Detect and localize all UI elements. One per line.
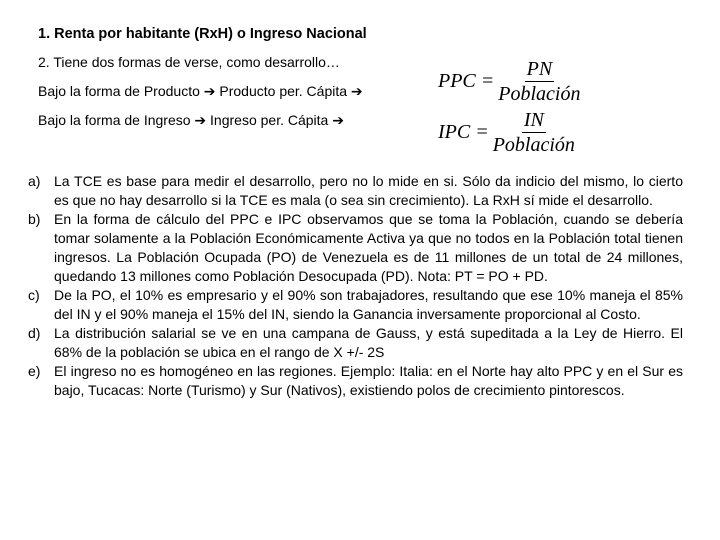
arrow-right-icon: ➔ [203, 84, 216, 100]
formula-ppc-lhs: PPC = [438, 70, 495, 92]
list-item-text: En la forma de cálculo del PPC e IPC observamos que se toma la Población, cuando se debería tomar solamente a la Población Económicamente Activa ya que no todos en la Población total tienen ingresos. La Población Ocupada (PO) de Venezuela es de 11 millones de un total de 24 millones, quedando 13 millones como Población Desocupada (PD). Nota: PT = PO + PD. [54, 211, 683, 284]
list-item [28, 172, 683, 210]
list-item [28, 324, 683, 362]
list-marker: c) [28, 287, 40, 303]
ingreso-label: Bajo la forma de Ingreso [38, 112, 195, 128]
list-marker: e) [28, 363, 41, 379]
formula-ppc-numerator: PN [526, 58, 553, 80]
list-item [28, 286, 683, 324]
formula-ppc [438, 58, 581, 105]
list-item-text: La TCE es base para medir el desarrollo, pero no lo mide en si. Sólo da indicio del mismo, lo cierto es que no hay desarrollo si la TCE es mala (o sea sin crecimiento). La RxH sí mide el desarrollo. [54, 173, 683, 208]
arrow-right-icon: ➔ [350, 84, 363, 100]
producto-per-capita: Producto per. Cápita [215, 83, 351, 99]
list-marker: d) [28, 325, 41, 341]
list-marker: b) [28, 211, 41, 227]
formula-ipc-fraction [493, 109, 575, 156]
heading-formas: 2. Tiene dos formas de verse, como desarrollo… [38, 54, 340, 70]
list-item [28, 210, 683, 286]
formula-ipc-numerator: IN [523, 109, 544, 131]
line-ingreso [38, 112, 344, 129]
arrow-right-icon: ➔ [332, 113, 344, 129]
arrow-right-icon: ➔ [194, 113, 207, 129]
list-item-text: De la PO, el 10% es empresario y el 90% son trabajadores, resultando que ese 10% maneja el 85% del IN y el 90% maneja el 15% del IN, siendo la Ganancia inversamente proporcional al Costo. [54, 287, 683, 322]
formula-ppc-fraction [498, 58, 580, 105]
heading-renta: 1. Renta por habitante (RxH) o Ingreso Nacional [38, 26, 367, 42]
list-item-text: El ingreso no es homogéneo en las regiones. Ejemplo: Italia: en el Norte hay alto PPC y en el Sur es bajo, Tucacas: Norte (Turismo) y Sur (Nativos), existiendo polos de crecimiento pintorescos. [54, 363, 683, 398]
list-marker: a) [28, 173, 41, 189]
observations-list [28, 172, 683, 400]
list-item [28, 362, 683, 400]
formula-ipc-lhs: IPC = [438, 121, 489, 143]
formula-ppc-denominator: Población [498, 83, 581, 105]
formula-ipc-denominator: Población [492, 134, 575, 156]
list-item-text: La distribución salarial se ve en una campana de Gauss, y está supeditada a la Ley de Hierro. El 68% de la población se ubica en el rango de X +/- 2S [54, 325, 683, 360]
formula-ipc [438, 109, 575, 156]
line-producto [38, 83, 363, 100]
ingreso-per-capita: Ingreso per. Cápita [206, 112, 333, 128]
producto-label: Bajo la forma de Producto [38, 83, 204, 99]
